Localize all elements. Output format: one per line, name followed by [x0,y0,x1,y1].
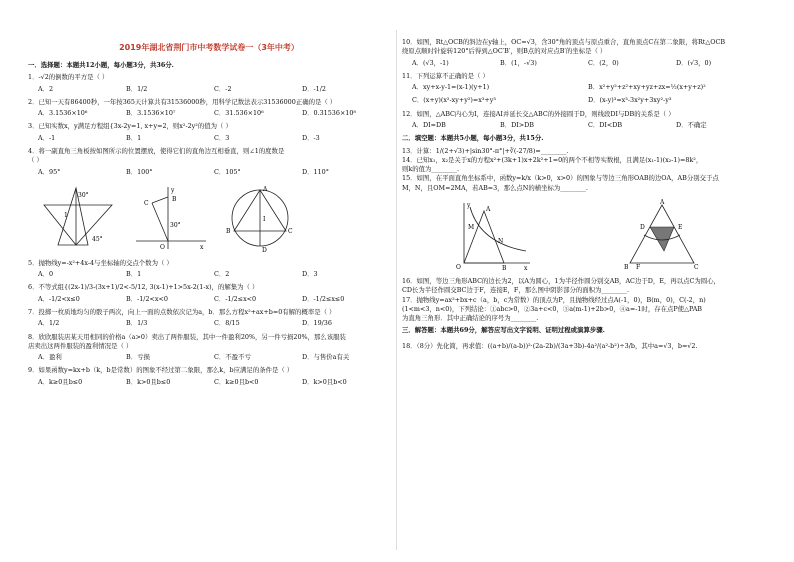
option: A．k≥0且b≤0 [38,377,83,386]
option: D．-3 [302,133,320,142]
question-16-continued: CD长为半径作圆交BC边于F，连接E，F，那么图中阴影部分的面积为________. [402,286,630,295]
question-10-options [412,59,764,68]
triangle-plates-figure [36,183,116,253]
option: D．与售价a有关 [302,353,350,362]
point-label: D [640,223,645,231]
option: B．亏损 [126,353,150,362]
option: B．x²+y²+z²+xy+yz+zx=½(x+y+z)² [588,83,706,92]
option: C．-2 [214,84,232,93]
option: D．110° [302,167,329,176]
origin-label: O [160,243,165,251]
angle-label: 45° [92,235,103,243]
option: D．19/36 [302,319,332,328]
option: D．-1/2≤x≤0 [302,294,345,303]
option: C．(x+y)(x²-xy+y²)=x³+y³ [412,96,496,105]
option: C．(2，0) [588,58,619,67]
question-9: 9．如果函数y=kx+b（k，b是常数）的图象不经过第二象限，那么k，b应满足的条件是（ ） [28,366,294,375]
question-3-options [38,134,390,143]
page-title: 2019年湖北省荆门市中考数学试卷一（3年中考） [119,43,299,52]
left-column [28,58,390,391]
option: A．-1 [38,133,56,142]
point-label: B [624,263,629,271]
option: D．(x-y)³=x³-3x²y+3xy²-y³ [588,96,672,105]
section-heading-3: 三．解答题：本题共69分，解答应写出文字说明、证明过程或演算步骤. [402,326,605,335]
question-15: 15．如图，在平面直角坐标系中，函数y=k/x（k>0，x>0）的图象与等边三角形OAB的边OA，AB分别交于点 [402,174,719,183]
incircle-figure [220,183,300,253]
option: B．1/2 [126,84,148,93]
question-4: 4．将一副直角三角板按如图所示的位置摆放，使得它们的直角边互相垂直，则∠1的度数是 [28,146,285,155]
figure-row [452,199,764,271]
axis-label-x: x [524,264,528,271]
question-5-options [38,270,390,279]
angle-label: 30° [170,221,181,229]
point-label: A [486,205,491,213]
point-label: B [226,227,231,235]
point-label: A [263,185,268,193]
question-11: 11．下列运算不正确的是（ ） [402,71,489,80]
option: C．3 [214,133,230,142]
option: B．3.1536×10⁷ [126,109,176,118]
option: A．DI=DB [412,120,446,129]
point-label: C [144,199,149,207]
option: B．-1/2<x<0 [126,294,168,303]
question-17-end: 为直角三角形．其中正确结论的序号为________. [402,314,539,323]
point-label: B [502,264,507,271]
question-8-continued: 店卖出这两件服装的盈利情况是（ ） [28,341,133,350]
question-11-options-cd [412,96,764,105]
option: D．不确定 [676,120,707,129]
point-label: N [498,237,504,245]
question-8-options [38,353,390,362]
point-label: B [172,195,177,203]
option: C．8/15 [214,319,240,328]
option: C．-1/2≤x<0 [214,294,257,303]
question-16: 16．如图，等边三角形ABC的边长为2，以A为圆心，1为半径作圆分别交AB，AC边于D，E，再以点C为圆心， [402,276,720,285]
figure-row [36,183,390,253]
option: A．3.1536×10⁶ [38,109,88,118]
option: C．105° [214,167,241,176]
option: B．(1，-√3) [500,58,537,67]
option: D．-1/2 [302,84,326,93]
angle-label: 30° [78,191,89,199]
question-11-options-ab [412,83,764,92]
option: B．1 [126,133,142,142]
point-label: E [678,223,683,231]
point-label: I [263,215,266,223]
question-10: 10．如图，Rt△OCB的斜边在y轴上，OC=√3，含30°角的顶点与原点重合，直角顶点C在第二象限，将Rt△OCB [402,38,726,46]
option: B．1 [126,270,142,279]
option: A．xy+x-y-1=(x-1)(y+1) [412,83,490,92]
right-column [402,38,764,351]
point-label: C [694,263,699,271]
question-1-options [38,85,390,94]
section-heading-1: 一．选择题：本题共12小题，每小题3分，共36分. [28,61,174,69]
angle-label: 1 [64,211,68,219]
question-1: 1．-√2的倒数的平方是（ ） [28,73,109,82]
segment [152,203,168,241]
question-7: 7．投掷一枚质地均匀的骰子两次，向上一面的点数依次记为a，b．那么方程x²+ax+b=0有解的概率是（ ） [28,307,336,316]
option: C．不盈不亏 [214,353,251,362]
section-heading-2: 二．填空题：本题共5小题，每小题3分，共15分. [402,134,544,143]
point-label: M [468,223,475,231]
triangle-shape [464,211,504,263]
question-6: 6．不等式组{(2x-1)/3-(3x+1)/2<-5/12, 3(x-1)+1>5x-2(1-x)，的解集为（ ） [28,283,259,292]
question-14: 14．已知x₁，x₂是关于x的方程x²+(3k+1)x+2k²+1=0的两个不相等实数根，且满足(x₁-1)(x₂-1)=8k²， [402,155,703,164]
option: C．k≥0且b<0 [214,377,259,386]
column-divider [396,30,397,550]
question-8: 8．欣欣服装店某天用相同的价格a（a>0）卖出了两件服装，其中一件盈利20%，另一件亏损20%，那么该服装 [28,332,346,341]
origin-label: O [456,263,461,271]
question-10-continued: 绕原点顺时针旋转120°后得到△OC′B′，则B点的对应点B′的坐标是（ ） [402,47,607,56]
option: B．100° [126,167,153,176]
question-4-bracket: （ ） [28,156,43,165]
segment [152,197,168,203]
axis-label-x: x [200,243,204,251]
question-15-continued: M，N，且OM=2MA，若AB=3，那么点N的横坐标为________. [402,183,588,192]
option: A．(√3，-1) [412,58,449,67]
option: D．0.31536×10⁸ [302,109,356,118]
point-label: C [288,227,293,235]
question-14-continued: 则k的值为________. [402,165,460,174]
option: A．盈利 [38,353,62,362]
question-4-options [38,168,390,177]
option: A．-1/2<x≤0 [38,294,80,303]
option: C．2 [214,270,230,279]
option: B．1/3 [126,319,148,328]
point-label: A [660,198,665,206]
question-2-options [38,109,390,118]
coordinate-figure [128,183,208,253]
option: B．k>0且b≤0 [126,377,171,386]
axis-label-y: y [171,186,175,194]
question-17-continued: (1<m<3，n<0)，下列结论：①abc>0，②3a+c<0，③a(m-1)+2b>0，④a=-1时，存在点P使△PAB [402,304,703,313]
axis-label-y: y [467,201,471,209]
option: B．DI>DB [500,120,534,129]
option: A．2 [38,84,54,93]
option: A．0 [38,270,54,279]
question-6-options [38,295,390,304]
question-3: 3．已知实数x，y满足方程组{3x-2y=1, x+y=2，则x²-2y²的值为（ ） [28,122,232,131]
question-17: 17．抛物线y=ax²+bx+c（a，b，c为常数）的顶点为P，且抛物线经过点A(-1，0)，B(m，0)，C(-2，n) [402,295,706,304]
question-13: 13．计算：1/(2+√3)+|sin30°-π°|+∛(-27/8)=________. [402,146,569,155]
question-18: 18．（8分）先化简，再求值：((a+b)/(a-b))²·(2a-2b)/(3a+3b)-4a²/(a²-b²)÷3/b，其中a=√3，b=√2. [402,341,698,350]
option: C．DI<DB [588,120,623,129]
question-12-options [412,121,764,130]
question-2: 2．已知一天有86400秒，一年按365天计算共有31536000秒，用科学记数法表示31536000正确的是（ ） [28,97,337,106]
question-5: 5．抛物线y=-x²+4x-4与坐标轴的交点个数为（ ） [28,258,173,267]
option: A．95° [38,167,61,176]
option: C．31.536×10⁶ [214,109,264,118]
point-label: F [636,263,641,271]
question-9-options [38,378,390,387]
question-12: 12．如图，△ABC内心为I，连接AI并延长交△ABC的外接圆于D，则线段DI与DB的关系是（ ） [402,109,675,118]
option: D．3 [302,270,318,279]
hyperbola-figure [452,199,532,271]
question-7-options [38,319,390,328]
point-label: D [262,246,267,253]
option: A．1/2 [38,319,60,328]
option: D．k>0且b<0 [302,377,347,386]
option: D．(√3，0) [676,58,712,67]
equilateral-triangle-figure [622,199,702,271]
